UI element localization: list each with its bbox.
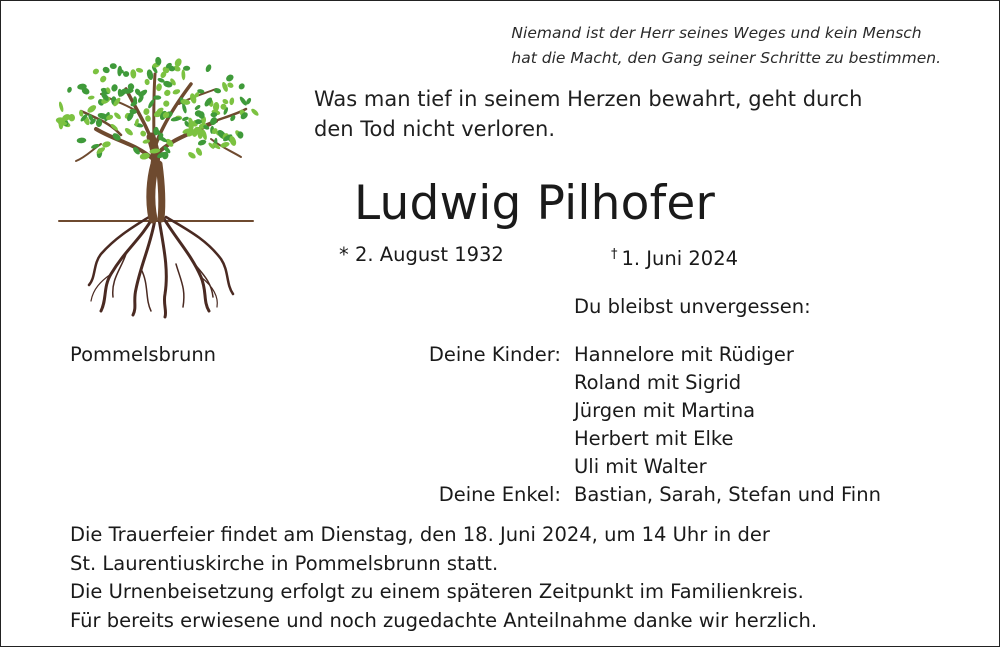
leaf-shape	[144, 79, 150, 86]
notice-line: Für bereits erwiesene und noch zugedachte Anteilnahme danke wir herzlich.	[70, 608, 818, 632]
child-entry: Hannelore mit Rüdiger	[574, 343, 794, 366]
leaf-shape	[102, 66, 111, 75]
leaf-shape	[237, 82, 245, 90]
remembrance-line: Du bleibst unvergessen:	[574, 295, 811, 318]
epigraph-quote	[511, 21, 941, 71]
service-notice	[70, 521, 817, 635]
leaf-shape	[162, 99, 171, 108]
notice-line: Die Trauerfeier findet am Dienstag, den 18. Juni 2024, um 14 Uhr in der	[70, 523, 770, 546]
leaf-shape	[99, 75, 108, 84]
leaf-shape	[145, 115, 151, 122]
leaf-shape	[221, 81, 229, 92]
leaf-shape	[113, 111, 122, 120]
leaf-shape	[77, 137, 87, 143]
leaf-shape	[195, 147, 204, 157]
leaf-shape	[146, 69, 154, 81]
leaf-shape	[181, 69, 185, 80]
grandchildren-label: Deine Enkel:	[438, 483, 561, 506]
quote-line: hat die Macht, den Gang seiner Schritte zu bestimmen.	[511, 49, 941, 67]
intro-verse	[314, 84, 862, 144]
children-label: Deine Kinder:	[428, 343, 561, 366]
leaf-shape	[92, 68, 100, 76]
birth-date: * 2. August 1932	[339, 243, 504, 266]
leaf-shape	[58, 101, 64, 112]
child-entry: Roland mit Sigrid	[574, 371, 742, 394]
leaf-shape	[172, 88, 181, 95]
leaf-shape	[110, 83, 118, 92]
leaf-shape	[117, 66, 122, 77]
leaf-shape	[205, 64, 213, 73]
leaf-shape	[135, 67, 143, 73]
location: Pommelsbrunn	[70, 343, 217, 366]
leaf-shape	[66, 86, 72, 93]
tree-of-life-icon	[41, 49, 271, 319]
leaf-shape	[110, 63, 117, 69]
leaf-shape	[153, 95, 161, 99]
leaf-shape	[124, 127, 135, 137]
leaf-shape	[181, 116, 189, 122]
leaf-shape	[86, 104, 97, 115]
leaf-shape	[87, 95, 94, 100]
death-date: 1. Juni 2024	[621, 247, 739, 270]
leaf-shape	[101, 140, 111, 148]
leaf-shape	[143, 107, 151, 115]
notice-line: Die Urnenbeisetzung erfolgt zu einem späteren Zeitpunkt im Familienkreis.	[70, 580, 804, 603]
notice-line: St. Laurentiuskirche in Pommelsbrunn statt.	[70, 551, 499, 575]
leaf-shape	[187, 151, 197, 160]
leaf-shape	[188, 121, 193, 131]
intro-line: den Tod nicht verloren.	[314, 117, 555, 141]
leaf-shape	[163, 89, 172, 98]
quote-line: Niemand ist der Herr seines Weges und kein Mensch	[511, 24, 922, 42]
leaf-shape	[229, 97, 235, 105]
intro-line: Was man tief in seinem Herzen bewahrt, geht durch	[314, 87, 863, 111]
child-entry: Jürgen mit Martina	[574, 399, 756, 422]
leaf-shape	[250, 108, 260, 117]
leaf-shape	[194, 104, 201, 111]
dagger-icon: †	[611, 247, 618, 262]
leaf-shape	[130, 69, 137, 79]
death-date-block	[611, 241, 738, 273]
leaf-shape	[225, 73, 235, 83]
child-entry: Uli mit Walter	[574, 455, 707, 478]
deceased-name: Ludwig Pilhofer	[354, 176, 716, 231]
grandchildren-list: Bastian, Sarah, Stefan und Finn	[574, 483, 881, 506]
children-list	[574, 341, 794, 481]
leaf-shape	[156, 83, 163, 92]
child-entry: Herbert mit Elke	[574, 427, 734, 450]
